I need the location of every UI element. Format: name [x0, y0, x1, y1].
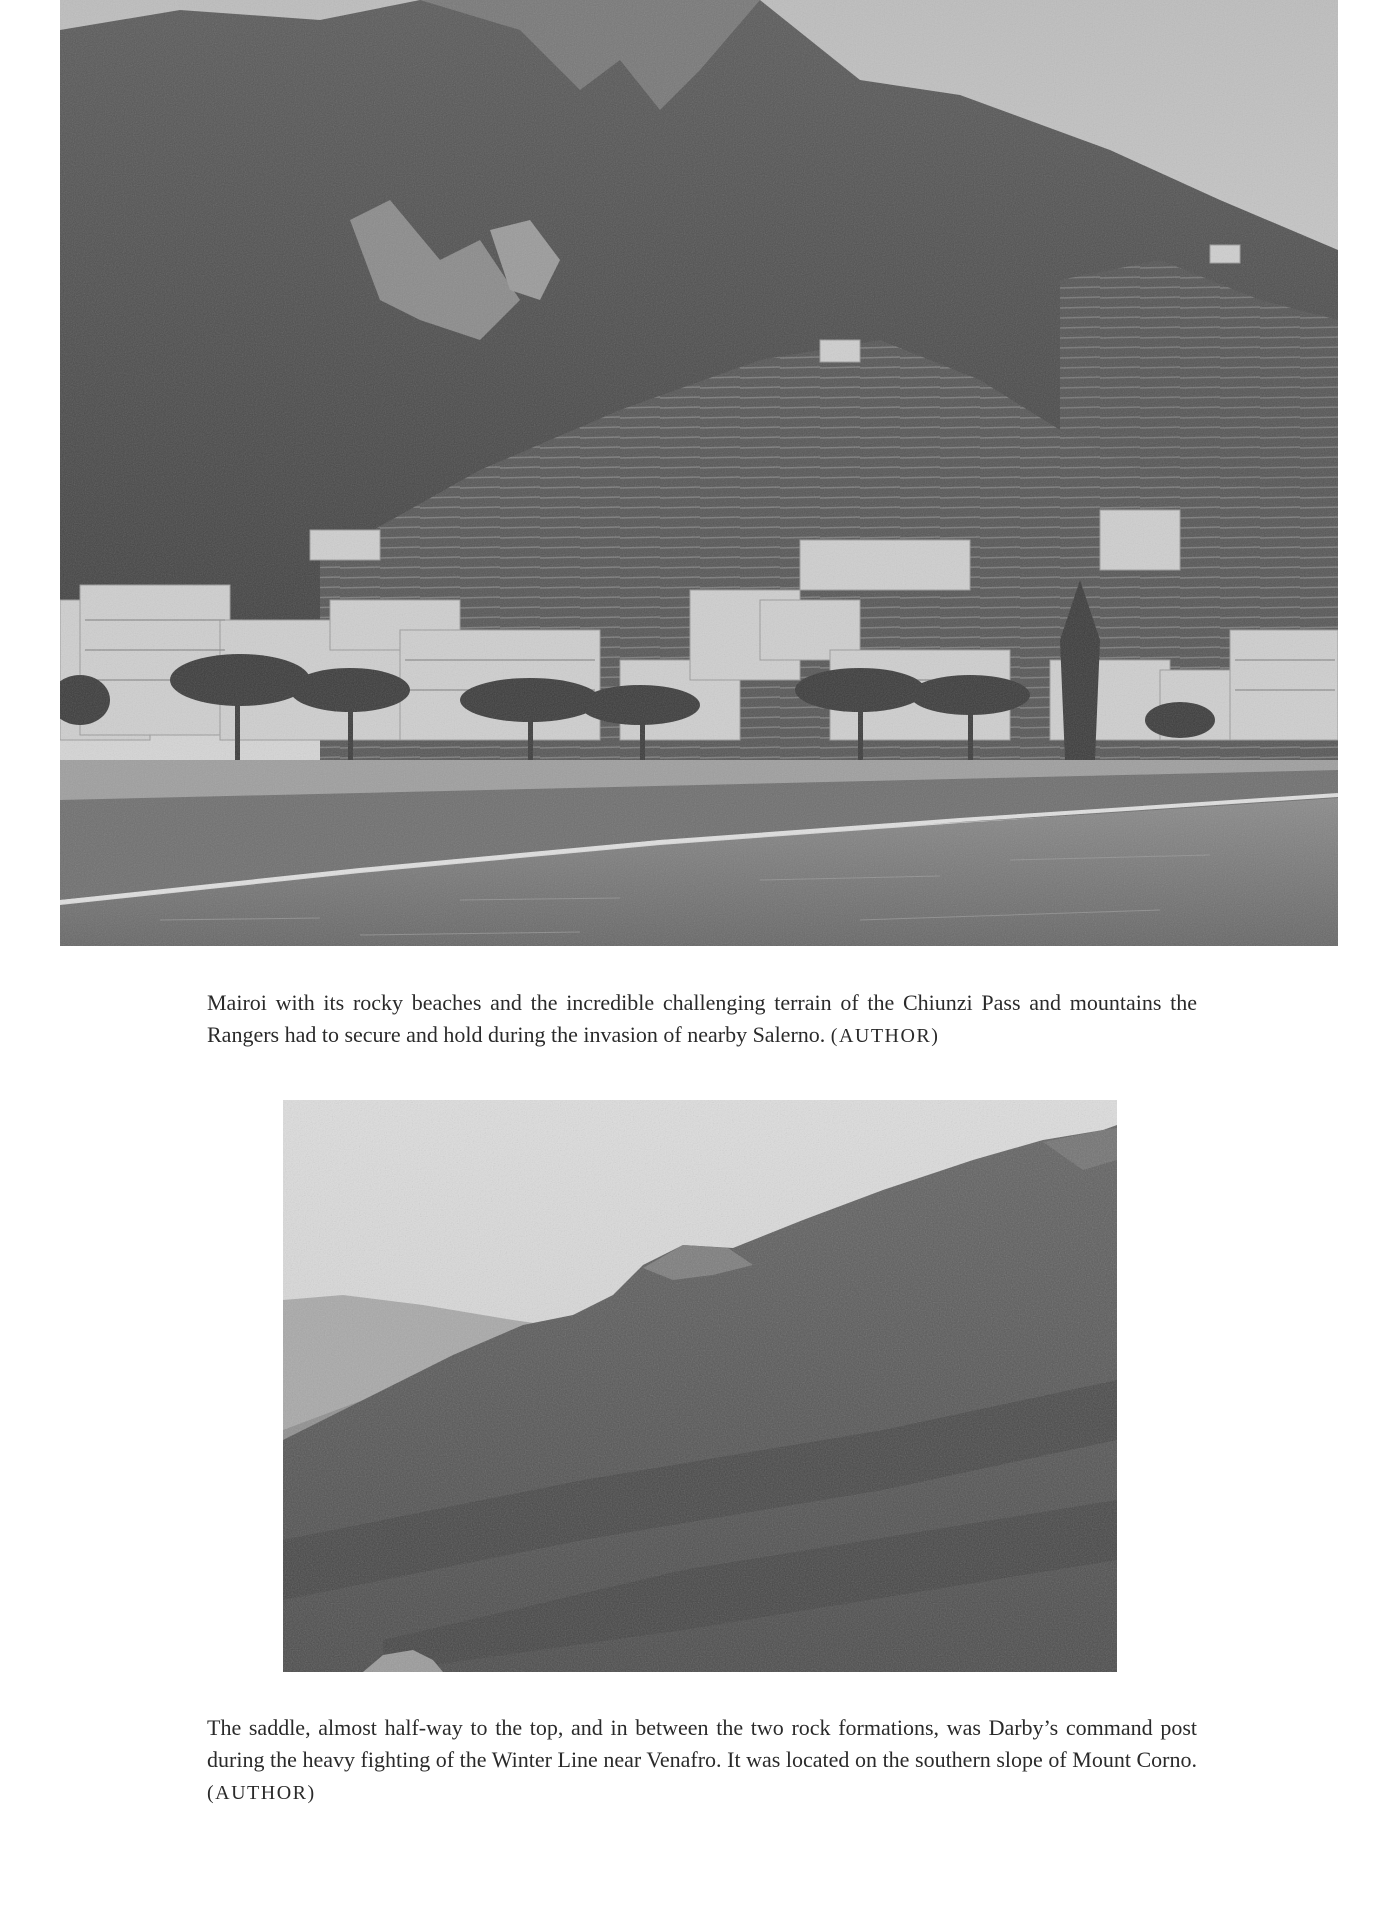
photo-mountain-slope [283, 1100, 1117, 1672]
figure-caption-2 [207, 1712, 1197, 1809]
figure-caption-1 [207, 987, 1197, 1052]
photo-coastal-town-mountains [60, 0, 1338, 946]
caption-text: The saddle, almost half-way to the top, and in between the two rock formations, was Darby’s command post during the heavy fighting of the Winter Line near Venafro. It was located on the southern slope of Mount Corno. [207, 1715, 1197, 1772]
photo-credit: (AUTHOR) [207, 1782, 316, 1804]
photo-credit: (AUTHOR) [830, 1025, 940, 1047]
photo-coastal-town-image [60, 0, 1338, 946]
caption-text: Mairoi with its rocky beaches and the incredible challenging terrain of the Chiunzi Pass and mountains the Rangers had to secure and hold during the invasion of nearby Salerno. [207, 990, 1197, 1047]
photo-mountain-slope-image [283, 1100, 1117, 1672]
